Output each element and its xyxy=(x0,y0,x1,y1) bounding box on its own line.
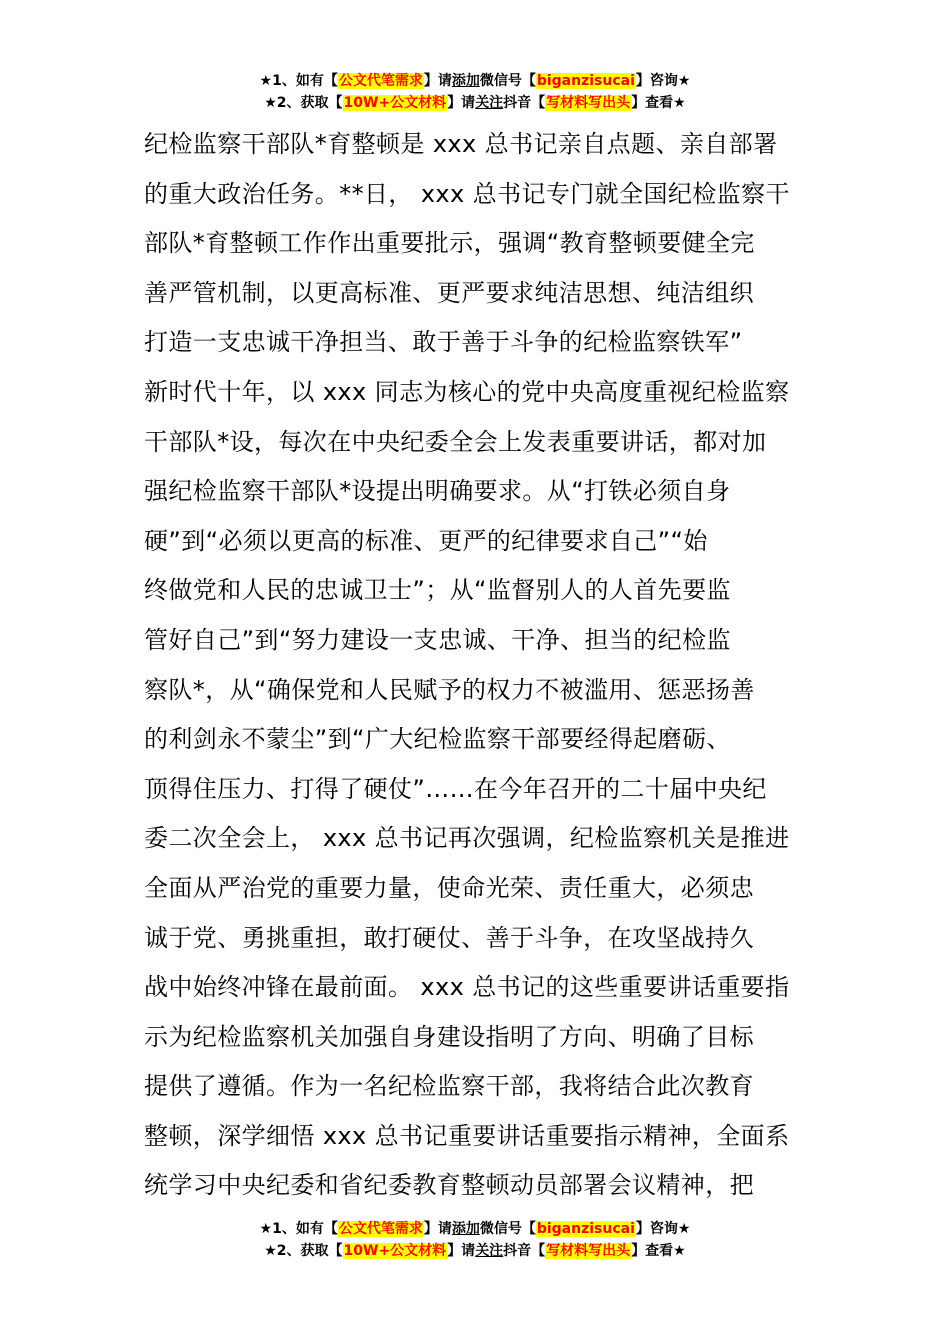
promo-highlight-wechat-id: biganzisucai xyxy=(536,73,635,89)
body-line: 纪检监察干部队*育整顿是 xxx 总书记亲自点题、亲自部署 xyxy=(144,130,778,158)
body-line: 善严管机制，以更高标准、更严要求纯洁思想、纯洁组织 xyxy=(144,278,754,307)
promo-header xyxy=(0,70,950,114)
promo-line-2 xyxy=(0,1240,950,1262)
body-line: 诚于党、勇挑重担，敢打硬仗、善于斗争，在攻坚战持久 xyxy=(144,923,754,952)
promo-text: 】请 xyxy=(423,1221,452,1237)
body-line: 管好自己”到“努力建设一支忠诚、干净、担当的纪检监 xyxy=(144,625,731,654)
promo-text: 抖音【 xyxy=(503,1243,546,1259)
promo-underline: 关注 xyxy=(475,95,504,111)
body-line: 提供了遵循。作为一名纪检监察干部，我将结合此次教育 xyxy=(144,1072,754,1101)
promo-footer xyxy=(0,1218,950,1262)
promo-underline: 添加 xyxy=(451,1221,480,1237)
body-line: 干部队*设，每次在中央纪委全会上发表重要讲话，都对加 xyxy=(144,427,767,456)
promo-highlight-douyin: 写材料写出头 xyxy=(546,95,631,111)
promo-text: ★2、获取【 xyxy=(264,1243,343,1259)
promo-underline: 添加 xyxy=(451,73,480,89)
body-line: 整顿，深学细悟 xxx 总书记重要讲话重要指示精神，全面系 xyxy=(144,1121,790,1150)
promo-text: ★2、获取【 xyxy=(264,95,343,111)
promo-highlight-wechat-id: biganzisucai xyxy=(536,1221,635,1237)
body-line: 全面从严治党的重要力量，使命光荣、责任重大，必须忠 xyxy=(144,873,754,902)
document-body xyxy=(144,120,814,1211)
body-line: 的重大政治任务。**日， xxx 总书记专门就全国纪检监察干 xyxy=(144,179,790,208)
promo-highlight-materials: 10W+公文材料 xyxy=(343,95,447,111)
promo-text: ★1、如有【 xyxy=(259,1221,338,1237)
promo-line-2 xyxy=(0,92,950,114)
promo-underline: 关注 xyxy=(475,1243,504,1259)
promo-text: 微信号【 xyxy=(479,1221,536,1237)
promo-text: 】查看★ xyxy=(631,95,686,111)
body-line: 终做党和人民的忠诚卫士”；从“监督别人的人首先要监 xyxy=(144,576,731,605)
body-line: 部队*育整顿工作作出重要批示，强调“教育整顿要健全完 xyxy=(144,229,755,258)
body-line: 委二次全会上， xxx 总书记再次强调，纪检监察机关是推进 xyxy=(144,824,790,853)
promo-highlight-service: 公文代笔需求 xyxy=(338,1221,423,1237)
body-line: 示为纪检监察机关加强自身建设指明了方向、明确了目标 xyxy=(144,1022,754,1051)
body-line: 打造一支忠诚干净担当、敢于善于斗争的纪检监察铁军” xyxy=(144,328,743,357)
promo-text: 】咨询★ xyxy=(635,73,691,89)
promo-text: 微信号【 xyxy=(479,73,536,89)
body-line: 的利剑永不蒙尘”到“广大纪检监察干部要经得起磨砺、 xyxy=(144,725,731,754)
promo-line-1 xyxy=(0,1218,950,1240)
promo-text: 抖音【 xyxy=(503,95,546,111)
promo-highlight-douyin: 写材料写出头 xyxy=(546,1243,631,1259)
promo-highlight-service: 公文代笔需求 xyxy=(338,73,423,89)
promo-text: 】查看★ xyxy=(631,1243,686,1259)
body-line: 察队*，从“确保党和人民赋予的权力不被滥用、惩恶扬善 xyxy=(144,675,755,704)
promo-text: 】咨询★ xyxy=(635,1221,691,1237)
promo-text: 】请 xyxy=(423,73,452,89)
body-line: 统学习中央纪委和省纪委教育整顿动员部署会议精神，把 xyxy=(144,1171,754,1200)
body-line: 新时代十年，以 xxx 同志为核心的党中央高度重视纪检监察 xyxy=(144,377,790,406)
promo-text: 】请 xyxy=(447,1243,476,1259)
body-line: 硬”到“必须以更高的标准、更严的纪律要求自己”“始 xyxy=(144,526,708,555)
promo-line-1 xyxy=(0,70,950,92)
body-line: 顶得住压力、打得了硬仗”……在今年召开的二十届中央纪 xyxy=(144,774,767,803)
promo-text: ★1、如有【 xyxy=(259,73,338,89)
body-line: 强纪检监察干部队*设提出明确要求。从“打铁必须自身 xyxy=(144,477,731,506)
promo-text: 】请 xyxy=(447,95,476,111)
promo-highlight-materials: 10W+公文材料 xyxy=(343,1243,447,1259)
body-line: 战中始终冲锋在最前面。 xxx 总书记的这些重要讲话重要指 xyxy=(144,973,790,1002)
